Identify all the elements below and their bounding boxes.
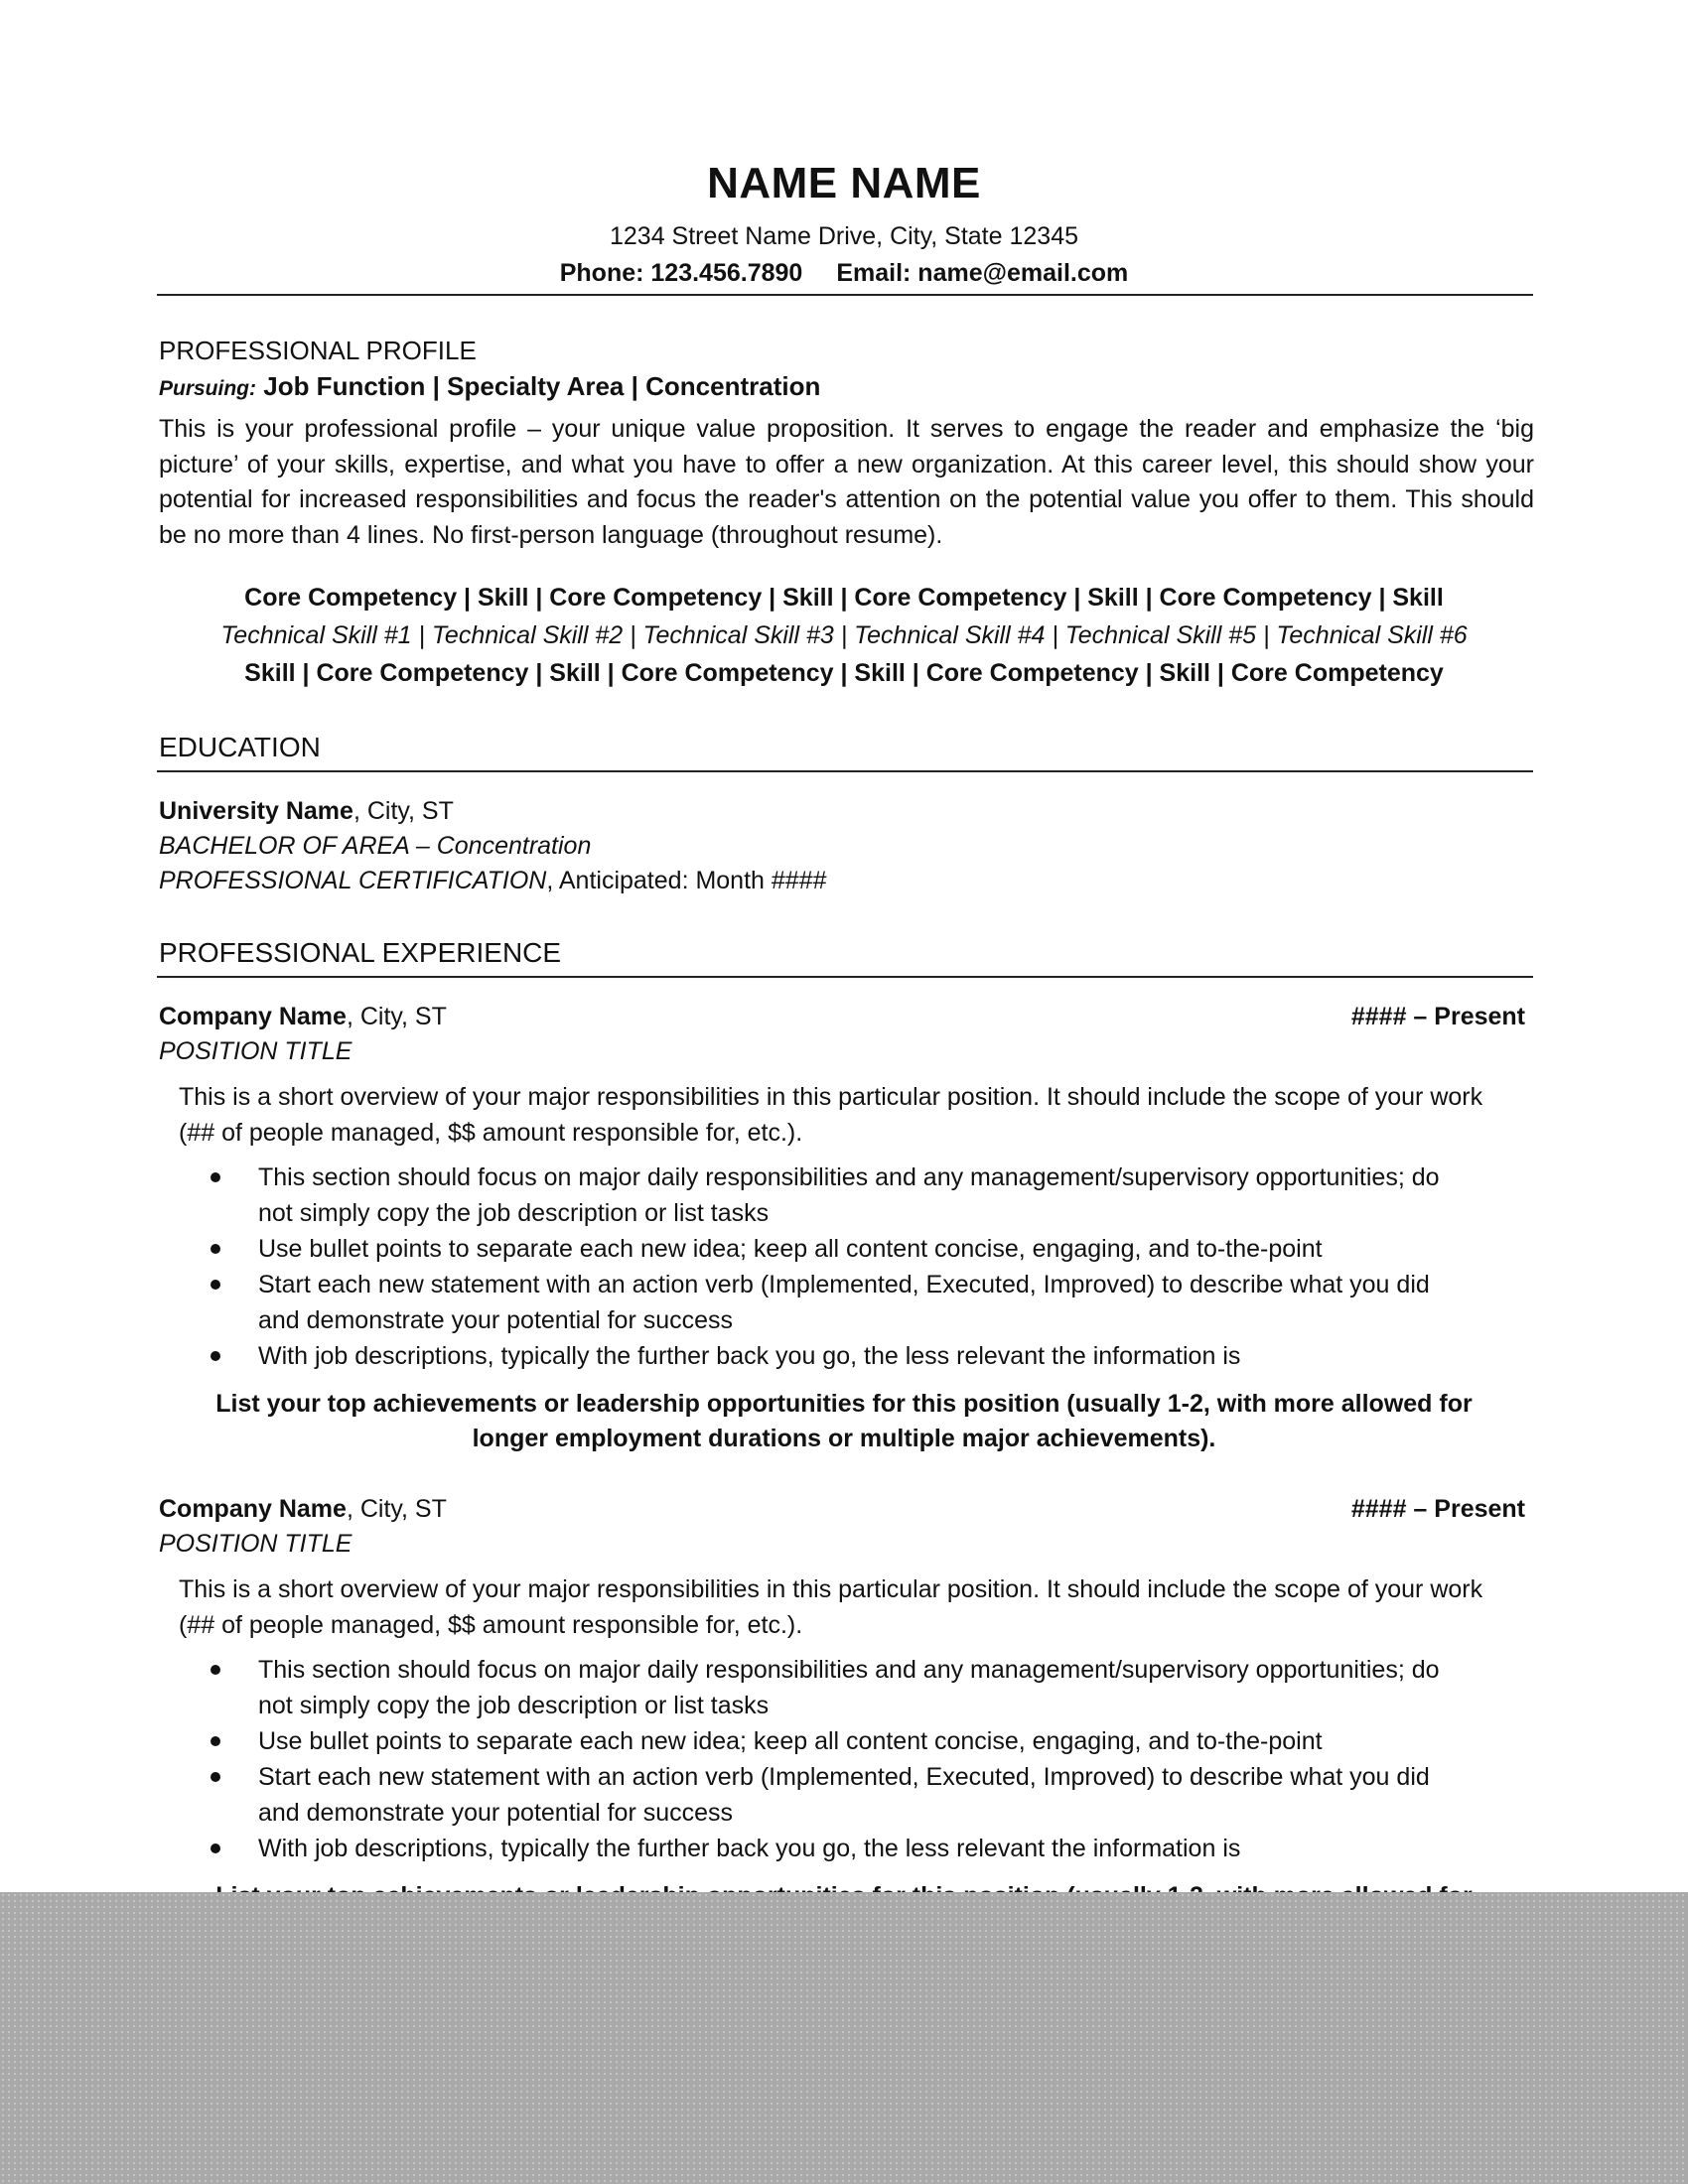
job-1-position: POSITION TITLE (159, 1037, 352, 1065)
pursuing-label: Pursuing: (159, 377, 256, 400)
degree: BACHELOR OF AREA – Concentration (159, 832, 592, 860)
company-location: , City, ST (346, 1003, 447, 1030)
bullet-dot (211, 1351, 220, 1361)
job-1-dates: #### – Present (1350, 1003, 1525, 1030)
profile-summary: This is your professional profile – your unique value proposition. It serves to engage the reader and emphasize the ‘big picture’ of your skills, expertise, and what you have to offer a new organization. At this career level, this should show your potential for increased responsibilities and focus the reader's attention on the potential value you offer to them. This should be no more than 4 lines. No first-person language (throughout resume). (159, 415, 1534, 549)
header-divider (157, 294, 1533, 296)
certification-date: , Anticipated: Month #### (546, 867, 827, 894)
preview-mask-overlay (0, 1892, 1688, 2184)
company-name: Company Name (159, 1003, 347, 1030)
job-1-bullets (199, 1160, 1450, 1374)
bullet-dot (211, 1843, 220, 1853)
contact-line (0, 259, 1688, 288)
experience-divider (157, 976, 1533, 978)
pursuing-value: Job Function | Specialty Area | Concentration (263, 371, 821, 401)
university-name: University Name (159, 797, 353, 825)
job-1-company-line (159, 1003, 447, 1031)
university-location: , City, ST (352, 797, 454, 825)
experience-heading: PROFESSIONAL EXPERIENCE (159, 937, 562, 968)
email: Email: name@email.com (836, 259, 1129, 287)
bullet-dot (211, 1280, 220, 1290)
candidate-name: NAME NAME (707, 159, 981, 207)
company-name: Company Name (159, 1495, 347, 1523)
bullet-dot (211, 1665, 220, 1675)
bullet-dot (211, 1172, 220, 1182)
list-item: This section should focus on major daily responsibilities and any management/supervisory opportunities; do not simply copy the job description or list tasks (199, 1652, 1450, 1723)
education-divider (157, 770, 1533, 772)
job-2-dates: #### – Present (1350, 1495, 1525, 1523)
university-line (159, 797, 454, 826)
list-item: This section should focus on major daily responsibilities and any management/supervisory opportunities; do not simply copy the job description or list tasks (199, 1160, 1450, 1231)
bullet-dot (211, 1736, 220, 1746)
job-2-position: POSITION TITLE (159, 1530, 352, 1558)
job-2-company-line (159, 1495, 447, 1524)
profile-heading: PROFESSIONAL PROFILE (159, 336, 477, 365)
address-line: 1234 Street Name Drive, City, State 12345 (610, 222, 1078, 250)
bullet-dot (211, 1772, 220, 1782)
competencies-line-2: Skill | Core Competency | Skill | Core Competency | Skill | Core Competency | Skill | Core Competency (244, 659, 1444, 687)
list-item: Use bullet points to separate each new idea; keep all content concise, engaging, and to-the-point (199, 1723, 1450, 1759)
list-item: With job descriptions, typically the further back you go, the less relevant the information is (199, 1338, 1450, 1374)
job-2-bullets (199, 1652, 1450, 1866)
job-1-overview: This is a short overview of your major responsibilities in this particular position. It should include the scope of your work (## of people managed, $$ amount responsible for, etc.). (179, 1083, 1483, 1147)
phone: Phone: 123.456.7890 (559, 259, 803, 287)
education-heading: EDUCATION (159, 732, 321, 762)
bullet-dot (211, 1244, 220, 1254)
job-1-achievement: List your top achievements or leadership opportunities for this position (usually 1-2, with more allowed for longer employment durations or multiple major achievements). (215, 1390, 1473, 1452)
pursuing-line (159, 371, 820, 402)
company-location: , City, ST (346, 1495, 447, 1523)
list-item: Start each new statement with an action verb (Implemented, Executed, Improved) to describe what you did and demonstrate your potential for success (199, 1759, 1450, 1831)
competencies-line-1: Core Competency | Skill | Core Competency | Skill | Core Competency | Skill | Core Competency | Skill (244, 584, 1444, 612)
list-item: Start each new statement with an action verb (Implemented, Executed, Improved) to describe what you did and demonstrate your potential for success (199, 1267, 1450, 1338)
certification-name: PROFESSIONAL CERTIFICATION (159, 867, 547, 894)
list-item: With job descriptions, typically the further back you go, the less relevant the information is (199, 1831, 1450, 1866)
technical-skills-line: Technical Skill #1 | Technical Skill #2 | Technical Skill #3 | Technical Skill #4 | Technical Skill #5 | Technical Skill #6 (220, 621, 1468, 649)
job-2-overview: This is a short overview of your major responsibilities in this particular position. It should include the scope of your work (## of people managed, $$ amount responsible for, etc.). (179, 1575, 1483, 1639)
certification-line (159, 867, 827, 895)
list-item: Use bullet points to separate each new idea; keep all content concise, engaging, and to-the-point (199, 1231, 1450, 1267)
